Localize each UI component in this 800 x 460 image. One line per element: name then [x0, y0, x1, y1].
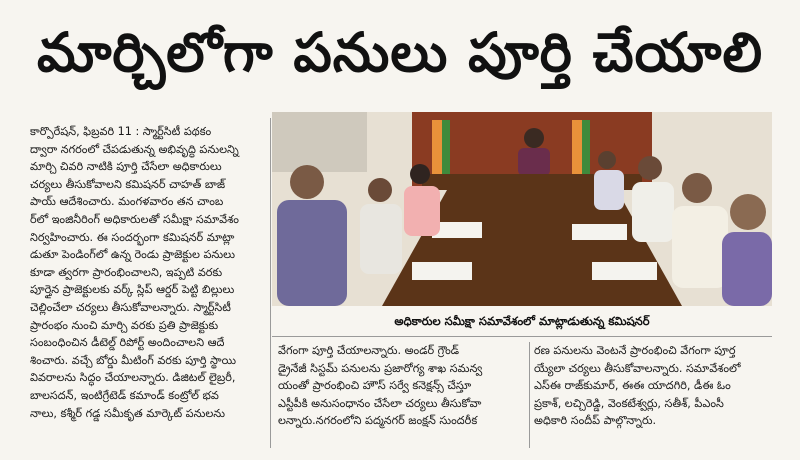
article-line: రణ పనులను వెంటనే ప్రారంభించి వేగంగా పూర్త [534, 344, 736, 357]
person-right-3-body [672, 206, 728, 288]
article-line: డుతూ పెండింగ్‌లో ఉన్న రెండు ప్రాజెక్టుల పనులు [30, 248, 235, 262]
person-right-2-head [638, 156, 662, 180]
article-line: య్యేలా చర్యలు తీసుకోవాలన్నారు. సమావేశంలో [534, 361, 741, 375]
paper-4 [592, 262, 657, 280]
flag-left-green [442, 120, 450, 178]
flag-left [432, 120, 442, 178]
flag-right-green [582, 120, 590, 178]
person-right-1-body [594, 170, 624, 210]
person-right-1-head [598, 151, 616, 169]
article-line: ర్‌లో ఇంజినీరింగ్ అధికారులతో సమీక్షా సమావేశం [30, 212, 239, 226]
article-line: పూర్తైన ప్రాజెక్టులకు వర్క్ స్లిప్ ఆర్డర్ పెట్టి బిల్లులు [30, 283, 235, 297]
person-left-3-head [410, 164, 430, 184]
article-line: బాలసదన్, ఇంటిగ్రేటెడ్ కమాండ్ కంట్రోల్ భవ [30, 388, 219, 402]
paper-3 [412, 262, 472, 280]
person-right-4-body [722, 232, 772, 306]
person-left-2-body [360, 204, 402, 274]
person-left-1-head [290, 165, 324, 199]
article-line: నిర్వహించారు. ఈ సందర్భంగా కమిషనర్ మాట్లా [30, 230, 235, 244]
article-line: కార్పొరేషన్, ఫిబ్రవరి 11 : స్మార్ట్‌సిటీ పథకం [30, 125, 212, 138]
person-right-3-head [682, 173, 712, 203]
article-line: మార్చి చివరి నాటికి పూర్తి చేసేలా అధికారులు [30, 160, 222, 174]
article-line: లన్నారు.నగరంలోని పద్మనగర్ జంక్షన్ సుందరీక [278, 414, 478, 428]
article-line: శించారు. వచ్చే బోర్డు మీటింగ్ వరకు పూర్తి స్థాయి [30, 353, 236, 367]
flag-right [572, 120, 582, 178]
article-line: ఎస్‌ఈ రాజ్‌కుమార్, ఈఈ యాదగిరి, డీఈ ఓం [534, 379, 731, 393]
article-line: చర్యలు తీసుకోవాలని కమిషనర్ చాహత్ బాజ్ [30, 177, 226, 191]
person-left-3-body [404, 186, 440, 236]
person-left-1-body [277, 200, 347, 306]
article-line: వేగంగా పూర్తి చేయాలన్నారు. అండర్ గ్రౌండ్ [278, 344, 460, 357]
article-line: పాయ్ ఆదేశించారు. మంగళవారం తన చాంబ [30, 195, 224, 209]
article-line: ప్రారంభం నుంచి మార్చి వరకు ప్రతి ప్రాజెక్టుకు [30, 318, 219, 332]
article-line: ద్వారా నగరంలో చేపడుతున్న అభివృద్ధి పనులన్ని [30, 142, 239, 156]
photo-caption: అధికారుల సమీక్షా సమావేశంలో మాట్లాడుతున్న కమిషనర్ [394, 314, 650, 328]
meeting-illustration [272, 112, 772, 306]
headline: మార్చిలోగా పనులు పూర్తి చేయాలి [36, 21, 764, 84]
article-line: యంతో ప్రారంభించి హౌస్ సర్వే కనెక్షన్స్ చేస్తూ [278, 379, 472, 393]
paper-2 [572, 224, 627, 240]
person-left-2-head [368, 178, 392, 202]
person-right-4-head [730, 194, 766, 230]
article-line: వివరాలను సిద్ధం చేయాలన్నారు. డిజిటల్ లైబ్రరీ, [30, 371, 236, 385]
article-line: అధికారి సందీప్ పాల్గొన్నారు. [534, 414, 657, 428]
article-line: చెల్లించేలా చర్యలు తీసుకోవాలన్నారు. స్మార్ట్‌సిటీ [30, 300, 231, 314]
article-line: కూడా త్వరగా ప్రారంభించాలని, ఇప్పటి వరకు [30, 265, 223, 279]
article-line: ప్రకాశ్, లచ్చిరెడ్డి, వెంకటేశ్వర్లు, సతీశ్, పీఎంసీ [534, 396, 724, 410]
column-divider-1 [270, 118, 271, 448]
person-commissioner-body [518, 148, 550, 176]
photo-window-left [272, 112, 367, 172]
article-line: సంబంధించిన డీటెల్డ్ రిపోర్ట్ అందించాలని ఆదే [30, 336, 225, 350]
article-line: నాలు, కశ్మీర్ గడ్డ సమీకృత మార్కెట్ పనులను [30, 406, 225, 420]
article-column-2 [278, 342, 526, 442]
article-line: ఎస్టీపీకి అనుసంధానం చేసేలా చర్యలు తీసుకోవా [278, 396, 482, 410]
article-column-3 [534, 342, 770, 442]
caption-divider [272, 336, 772, 337]
meeting-photo [272, 112, 772, 306]
article-column-1 [30, 123, 267, 448]
person-right-2-body [632, 182, 674, 242]
article-line: డ్రైనేజీ సిస్టమ్ పనులను ప్రజారోగ్య శాఖ సమన్వ [278, 361, 483, 375]
person-commissioner-head [524, 128, 544, 148]
column-divider-2 [529, 342, 530, 448]
